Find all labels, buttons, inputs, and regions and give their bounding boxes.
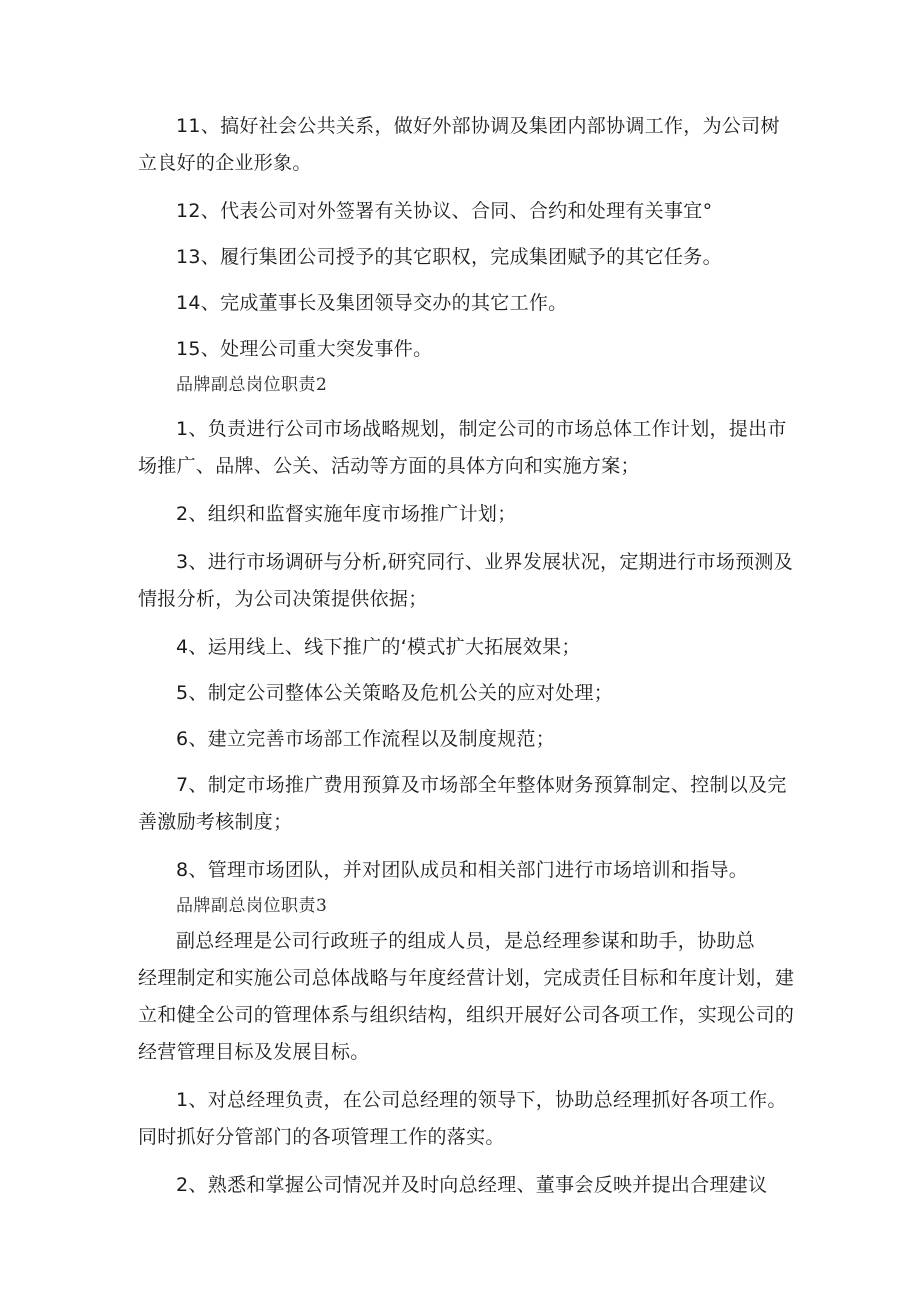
section2-item-3: 3、进行市场调研与分析,研究同行、业界发展状况，定期进行市场预测及情报分析，为公司决策提供依据； (138, 551, 794, 610)
section1-item-13: 13、履行集团公司授予的其它职权，完成集团赋予的其它任务。 (176, 246, 722, 268)
document-body (138, 108, 798, 1204)
section3-item-2: 2、熟悉和掌握公司情况并及时向总经理、董事会反映并提出合理建议 (176, 1174, 768, 1196)
section2-heading: 品牌副总岗位职责2 (176, 375, 328, 395)
section1-item-11: 11、搞好社会公共关系，做好外部协调及集团内部协调工作，为公司树立良好的企业形象。 (138, 115, 780, 174)
section1-item-15: 15、处理公司重大突发事件。 (176, 338, 433, 360)
section3-intro (138, 923, 798, 1071)
section2-item-5: 5、制定公司整体公关策略及危机公关的应对处理； (176, 682, 613, 704)
section2-item-6: 6、建立完善市场部工作流程以及制度规范； (176, 728, 556, 750)
section3-heading: 品牌副总岗位职责3 (176, 896, 328, 916)
section2-item-2: 2、组织和监督实施年度市场推广计划； (176, 503, 517, 525)
section3-item-1: 1、对总经理负责，在公司总经理的领导下，协助总经理抓好各项工作。同时抓好分管部门的各项管理工作的落实。 (138, 1089, 787, 1148)
section2-item-1: 1、负责进行公司市场战略规划，制定公司的市场总体工作计划，提出市场推广、品牌、公关、活动等方面的具体方向和实施方案； (138, 418, 787, 477)
section2-item-4: 4、运用线上、线下推广的‘模式扩大拓展效果； (176, 636, 581, 658)
section2-item-8: 8、管理市场团队，并对团队成员和相关部门进行市场培训和指导。 (176, 859, 749, 881)
section3-intro-first-line: 副总经理是公司行政班子的组成人员，是总经理参谋和助手，协助总 (176, 930, 756, 952)
section3-intro-rest: 经理制定和实施公司总体战略与年度经营计划，完成责任目标和年度计划，建立和健全公司的管理体系与组织结构，组织开展好公司各项工作，实现公司的经营管理目标及发展目标。 (138, 967, 795, 1063)
section2-item-7: 7、制定市场推广费用预算及市场部全年整体财务预算制定、控制以及完善激励考核制度； (138, 774, 787, 833)
section1-item-14: 14、完成董事长及集团领导交办的其它工作。 (176, 292, 568, 314)
section1-item-12: 12、代表公司对外签署有关协议、合同、合约和处理有关事宜° (176, 200, 713, 222)
